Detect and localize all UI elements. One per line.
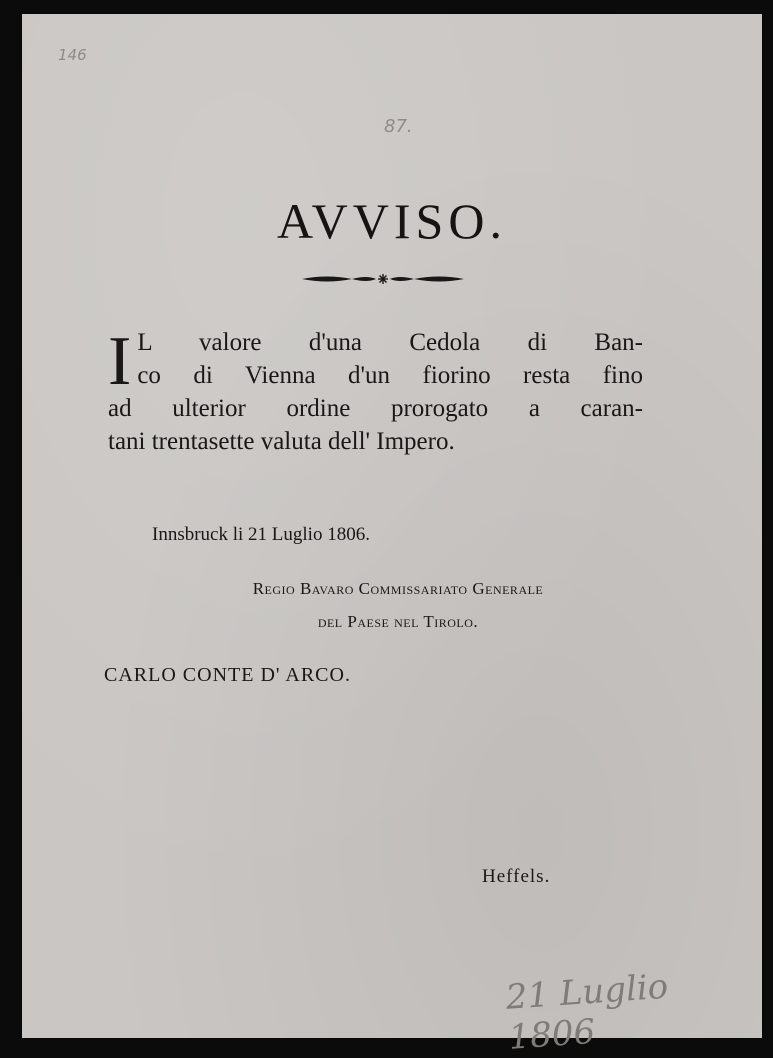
printer-name: Heffels. [482, 866, 551, 887]
pencil-date-note: 21 Luglio 1806 [504, 966, 670, 1058]
drop-cap: I [108, 323, 132, 400]
issuing-authority-line: Regio Bavaro Commissariato Generale [252, 579, 544, 598]
pencil-number-top-center: 87. [384, 116, 413, 137]
notice-body [108, 323, 643, 458]
ornament-divider-icon [242, 272, 524, 286]
notice-title: AVVISO. [277, 193, 507, 249]
signatory: CARLO CONTE D' ARCO. [104, 664, 351, 686]
issuing-authority-line: del Paese nel Tirolo. [317, 612, 479, 631]
document-sheet [22, 14, 762, 1058]
body-line: co di Vienna d'un fiorino resta fino [137, 362, 643, 389]
place-date: Innsbruck li 21 Luglio 1806. [152, 524, 370, 545]
pencil-number-top-left: 146 [58, 46, 87, 64]
body-line: tani trentasette valuta dell' Impero. [108, 428, 455, 455]
body-line: ad ulterior ordine prorogato a caran- [108, 395, 643, 422]
body-line: L valore d'una Cedola di Ban- [137, 329, 643, 356]
